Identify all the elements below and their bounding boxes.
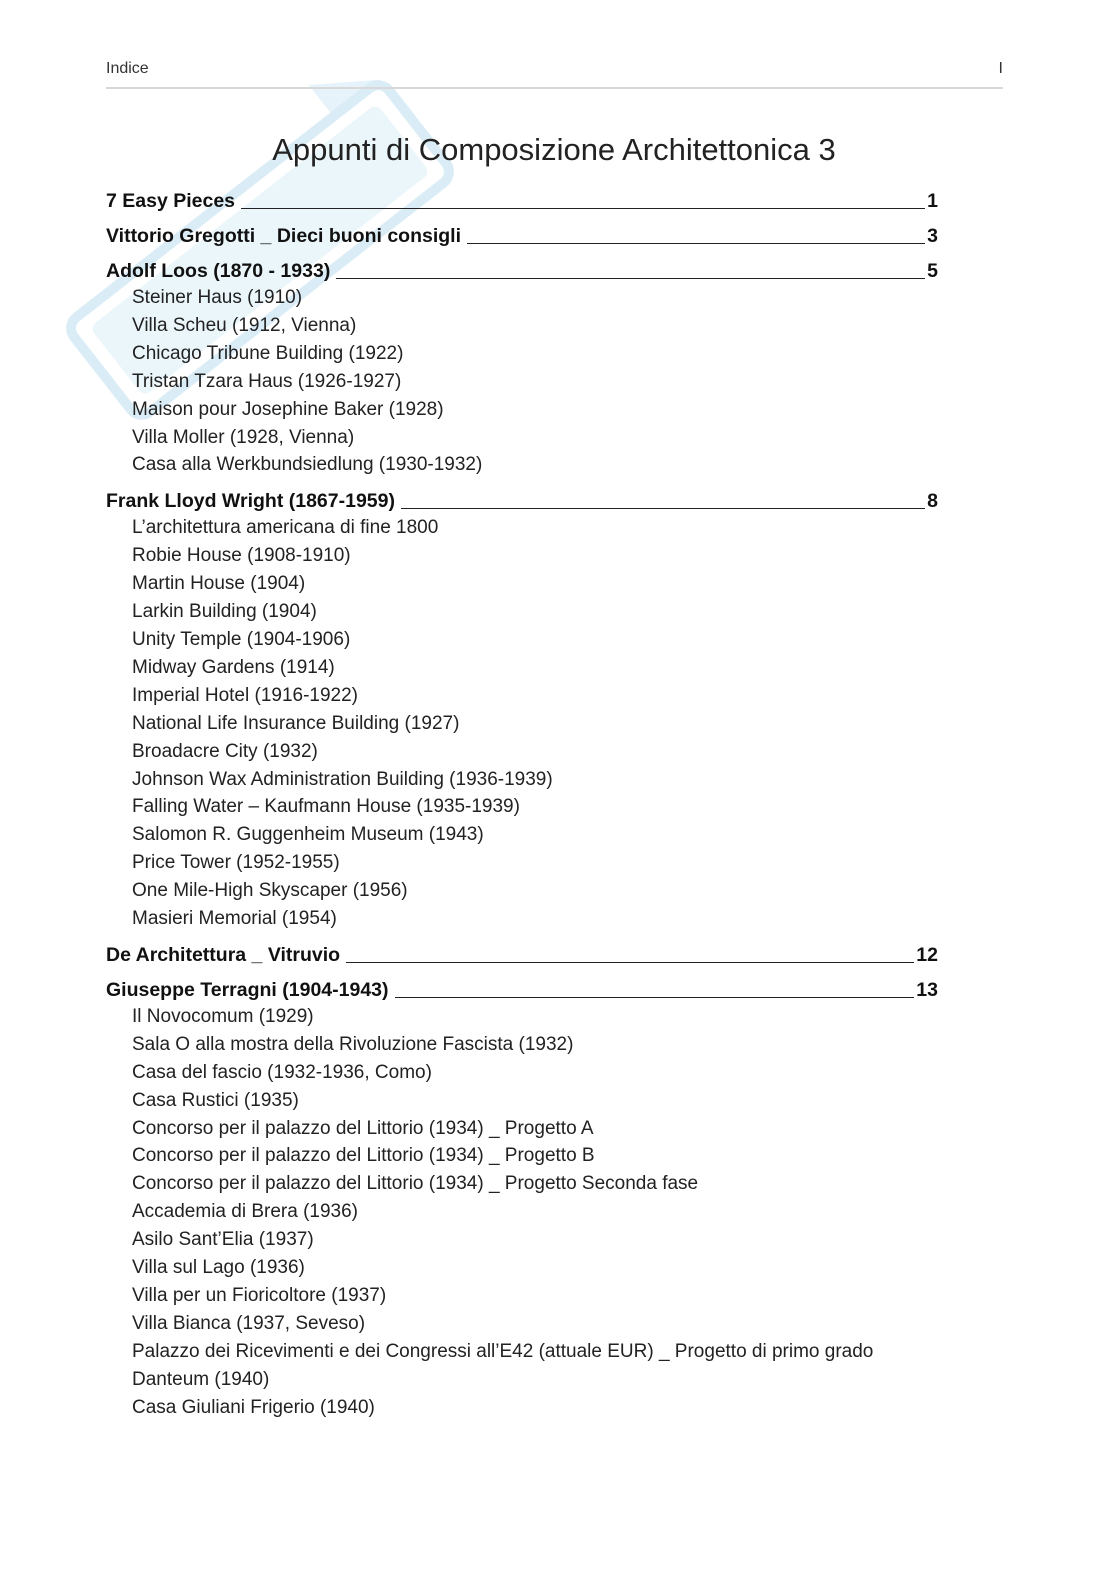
toc-subentry[interactable]: Steiner Haus (1910): [132, 287, 303, 308]
toc-subentry[interactable]: Midway Gardens (1914): [132, 656, 335, 678]
toc-subentry[interactable]: Concorso per il palazzo del Littorio (1934) _ Progetto Seconda fase: [132, 1173, 699, 1195]
leader-line: [336, 278, 925, 279]
chapter-page-number: 8: [927, 490, 938, 513]
header-page-number: I: [998, 60, 1003, 77]
toc-subentry[interactable]: Imperial Hotel (1916-1922): [132, 684, 359, 706]
leader-line: [395, 997, 915, 998]
toc-chapter-entry[interactable]: [106, 188, 938, 214]
toc-subentry[interactable]: Falling Water – Kaufmann House (1935-1939): [132, 796, 520, 818]
chapter-page-number: 1: [927, 190, 938, 212]
toc-subentry[interactable]: Concorso per il palazzo del Littorio (1934) _ Progetto B: [132, 1145, 595, 1167]
toc-subentry[interactable]: Broadacre City (1932): [132, 740, 318, 762]
toc-subentry[interactable]: L’architettura americana di fine 1800: [132, 517, 439, 539]
toc-subentry[interactable]: Villa sul Lago (1936): [132, 1257, 305, 1279]
toc-subentry[interactable]: Il Novocomum (1929): [132, 1005, 314, 1027]
leader-line: [346, 962, 914, 963]
chapter-title: Vittorio Gregotti _ Dieci buoni consigli: [106, 225, 461, 247]
toc-subentry[interactable]: Casa Giuliani Frigerio (1940): [132, 1396, 375, 1418]
toc-subentry[interactable]: Larkin Building (1904): [132, 601, 317, 623]
toc-subentry[interactable]: Tristan Tzara Haus (1926-1927): [132, 370, 402, 392]
toc-subentry[interactable]: Villa Scheu (1912, Vienna): [132, 314, 357, 336]
toc-subentry[interactable]: Casa alla Werkbundsiedlung (1930-1932): [132, 454, 483, 476]
toc-subentry[interactable]: Casa Rustici (1935): [132, 1089, 299, 1111]
toc-subentry[interactable]: Unity Temple (1904-1906): [132, 628, 351, 650]
leader-line: [241, 208, 925, 209]
header-rule: [106, 87, 1003, 89]
header-section: Indice: [106, 60, 149, 77]
toc-subentry[interactable]: National Life Insurance Building (1927): [132, 712, 460, 734]
toc-subentry[interactable]: Accademia di Brera (1936): [132, 1201, 358, 1223]
toc-subentry[interactable]: Villa Bianca (1937, Seveso): [132, 1312, 366, 1334]
toc-subentry[interactable]: Concorso per il palazzo del Littorio (1934) _ Progetto A: [132, 1117, 594, 1139]
toc-subentry[interactable]: Sala O alla mostra della Rivoluzione Fascista (1932): [132, 1033, 574, 1055]
chapter-title: Frank Lloyd Wright (1867-1959): [106, 490, 395, 513]
toc-subentry[interactable]: Asilo Sant’Elia (1937): [132, 1229, 314, 1251]
toc-chapter-entry[interactable]: [106, 977, 938, 1003]
document-title: Appunti di Composizione Architettonica 3: [272, 132, 836, 167]
toc-subentry[interactable]: Maison pour Josephine Baker (1928): [132, 398, 444, 420]
chapter-title: De Architettura _ Vitruvio: [106, 943, 341, 966]
toc-subentry[interactable]: Robie House (1908-1910): [132, 545, 351, 567]
leader-line: [401, 508, 925, 509]
chapter-page-number: 13: [916, 978, 938, 1001]
toc-chapter-entry[interactable]: [106, 223, 938, 249]
toc-subentry[interactable]: One Mile-High Skyscaper (1956): [132, 880, 408, 902]
toc-subentry[interactable]: Casa del fascio (1932-1936, Como): [132, 1061, 432, 1083]
chapter-page-number: 3: [927, 225, 938, 247]
leader-line: [467, 243, 925, 244]
toc-chapter-entry[interactable]: [106, 488, 938, 514]
toc-subentry[interactable]: Villa Moller (1928, Vienna): [132, 426, 355, 448]
toc-subentry[interactable]: Masieri Memorial (1954): [132, 908, 337, 930]
toc-subentry[interactable]: Johnson Wax Administration Building (1936-1939): [132, 768, 553, 790]
chapter-title: 7 Easy Pieces: [106, 190, 236, 212]
toc-subentry[interactable]: Salomon R. Guggenheim Museum (1943): [132, 824, 484, 846]
chapter-page-number: 12: [916, 943, 938, 966]
running-header: [106, 60, 1003, 78]
toc-subentry[interactable]: Price Tower (1952-1955): [132, 852, 340, 874]
chapter-title: Giuseppe Terragni (1904-1943): [106, 978, 389, 1001]
chapter-page-number: 5: [927, 260, 938, 282]
toc-subentry[interactable]: Danteum (1940): [132, 1368, 270, 1390]
toc-subentry[interactable]: Martin House (1904): [132, 573, 306, 595]
table-of-contents: [106, 188, 938, 1422]
toc-subentry[interactable]: Palazzo dei Ricevimenti e dei Congressi all’E42 (attuale EUR) _ Progetto di primo grado: [132, 1340, 874, 1362]
toc-chapter-entry[interactable]: [106, 258, 938, 284]
chapter-title: Adolf Loos (1870 - 1933): [106, 260, 331, 282]
toc-chapter-entry[interactable]: [106, 942, 938, 968]
toc-subentry[interactable]: Chicago Tribune Building (1922): [132, 342, 404, 364]
toc-subentry[interactable]: Villa per un Fioricoltore (1937): [132, 1285, 387, 1306]
